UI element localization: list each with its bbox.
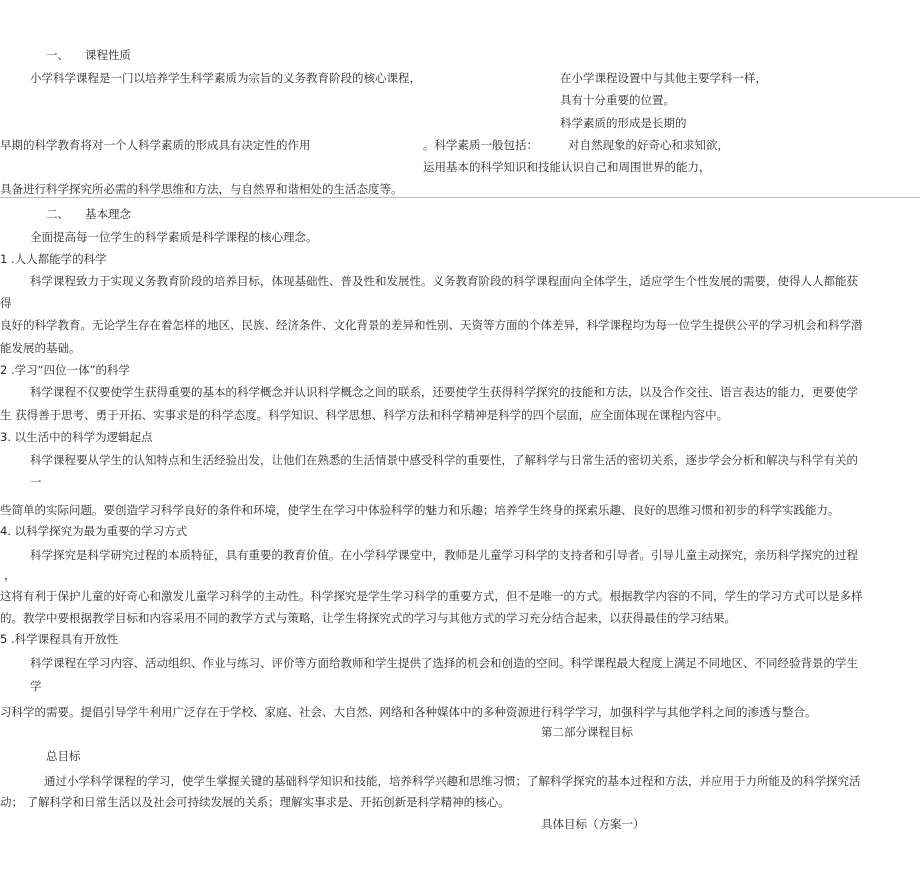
- section1-paragraph-line: 具有十分重要的位置。: [560, 93, 675, 107]
- item-1-line: 良好的科学教育。无论学生存在着怎样的地区、民族、经济条件、文化背景的差异和性别、天资等方面的个体差异，科学课程均为每一位学生提供公平的学习机会和科学潜: [0, 318, 863, 332]
- section1-paragraph-line: 具备进行科学探究所必需的科学思维和方法，与自然界和谐相处的生活态度等。: [0, 182, 403, 196]
- overall-goal-line: 通过小学科学课程的学习，使学生掌握关键的基础科学知识和技能，培养科学兴趣和思维习惯；了解科学探究的基本过程和方法，并应用于力所能及的科学探究活: [44, 774, 861, 788]
- section1-heading: 课程性质: [85, 48, 131, 62]
- section1-paragraph-line: 运用基本的科学知识和技能认识自己和周围世界的能力，: [423, 160, 711, 174]
- item-5-line: 学: [30, 679, 42, 693]
- item-2-line: 生 获得善于思考、勇于开拓、实事求是的科学态度。科学知识、科学思想、科学方法和科学精神是科学的四个层面，应全面体现在课程内容中。: [0, 408, 729, 422]
- section1-paragraph-line: 对自然现象的好奇心和求知欲，: [568, 138, 729, 152]
- item-4-line: 的。教学中要根据教学目标和内容采用不同的教学方式与策略，让学生将探究式的学习与其他方式的学习充分结合起来，以获得最佳的学习结果。: [0, 611, 736, 625]
- item-1-title: 1 .人人都能学的科学: [0, 252, 107, 266]
- item-2-line: 科学课程不仅要使学生获得重要的基本的科学概念并认识科学概念之间的联系，还要使学生获得科学探究的技能和方法，以及合作交往、语言表达的能力，更要使学: [30, 385, 858, 399]
- item-3-line: 一: [30, 475, 42, 489]
- section1-heading-number: 一、: [46, 48, 69, 62]
- part2-title: 第二部分课程目标: [541, 725, 633, 739]
- specific-goal-heading: 具体目标（方案一）: [541, 817, 645, 831]
- overall-goal-line: 动； 了解科学和日常生活以及社会可持续发展的关系；理解实事求是、开拓创新是科学精神的核心。: [0, 795, 510, 809]
- item-5-title: 5 .科学课程具有开放性: [0, 632, 119, 646]
- item-4-line: ，: [4, 568, 16, 582]
- item-1-line: 得: [0, 296, 12, 310]
- item-1-line: 科学课程致力于实现义务教育阶段的培养目标，体现基础性、普及性和发展性。义务教育阶段的科学课程面向全体学生，适应学生个性发展的需要，使得人人都能获: [30, 274, 858, 288]
- item-3-line: 科学课程要从学生的认知特点和生活经验出发，让他们在熟悉的生活情景中感受科学的重要性，了解科学与日常生活的密切关系，逐步学会分析和解决与科学有关的: [30, 453, 858, 467]
- section1-paragraph-line: 在小学课程设置中与其他主要学科一样，: [560, 71, 767, 85]
- section1-paragraph-line: 早期的科学教育将对一个人科学素质的形成具有决定性的作用: [0, 138, 311, 152]
- item-4-line: 科学探究是科学研究过程的本质特征，具有重要的教育价值。在小学科学课堂中，教师是儿童学习科学的支持者和引导者。引导儿童主动探究，亲历科学探究的过程: [30, 548, 858, 562]
- item-3-line: 些简单的实际问题。要创造学习科学良好的条件和环境，使学生在学习中体验科学的魅力和乐趣；培养学生终身的探索乐趣、良好的思维习惯和初步的科学实践能力。: [0, 503, 840, 517]
- section1-paragraph-line: 小学科学课程是一门以培养学生科学素质为宗旨的义务教育阶段的核心课程，: [30, 71, 421, 85]
- section2-intro: 全面提高每一位学生的科学素质是科学课程的核心理念。: [30, 230, 318, 244]
- overall-goal-heading: 总目标: [46, 749, 81, 763]
- item-4-line: 这将有利于保护儿童的好奇心和激发儿童学习科学的主动性。科学探究是学生学习科学的重要方式，但不是唯一的方式。根据教学内容的不同，学生的学习方式可以是多样: [0, 589, 863, 603]
- section1-paragraph-line: 。科学素质一般包括：: [423, 138, 538, 152]
- section1-paragraph-line: 科学素质的形成是长期的: [560, 116, 687, 130]
- item-5-line: 科学课程在学习内容、活动组织、作业与练习、评价等方面给教师和学生提供了选择的机会和创造的空间。科学课程最大程度上满足不同地区、不同经验背景的学生: [30, 656, 858, 670]
- item-2-title: 2 .学习“四位一体”的科学: [0, 363, 131, 377]
- section2-heading-number: 二、: [46, 207, 69, 221]
- item-1-line: 能发展的基础。: [0, 341, 81, 355]
- item-5-line: 习科学的需要。提倡引导学牛利用广泛存在于学校、家庭、社会、大自然、网络和各种媒体中的多种资源进行科学学习，加强科学与其他学科之间的渗透与整合。: [0, 705, 817, 719]
- divider-line: [0, 197, 920, 198]
- item-3-title: 3. 以生活中的科学为逻辑起点: [0, 430, 153, 444]
- item-4-title: 4. 以科学探究为最为重要的学习方式: [0, 524, 188, 538]
- section2-heading: 基本理念: [85, 207, 131, 221]
